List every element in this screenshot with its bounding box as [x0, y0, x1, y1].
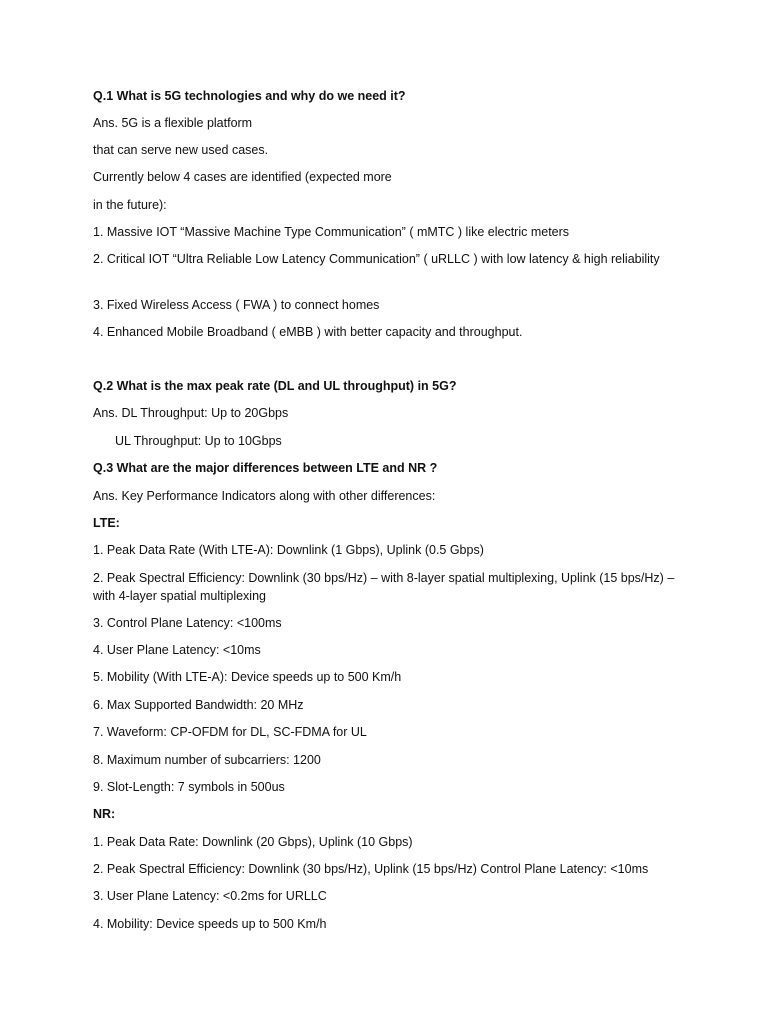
- q2-answer-dl: Ans. DL Throughput: Up to 20Gbps: [93, 406, 289, 420]
- nr-item-2: 2. Peak Spectral Efficiency: Downlink (30 bps/Hz), Uplink (15 bps/Hz) Control Plane Latency: <10ms: [93, 862, 649, 876]
- q1-list-item-4: 4. Enhanced Mobile Broadband ( eMBB ) with better capacity and throughput.: [93, 325, 523, 339]
- nr-item-4: 4. Mobility: Device speeds up to 500 Km/h: [93, 917, 327, 931]
- lte-item-1: 1. Peak Data Rate (With LTE-A): Downlink (1 Gbps), Uplink (0.5 Gbps): [93, 543, 484, 557]
- q2-question: Q.2 What is the max peak rate (DL and UL throughput) in 5G?: [93, 379, 457, 393]
- q3-answer: Ans. Key Performance Indicators along with other differences:: [93, 489, 436, 503]
- lte-item-9: 9. Slot-Length: 7 symbols in 500us: [93, 780, 285, 794]
- q1-answer-line-1: Ans. 5G is a flexible platform: [93, 116, 253, 130]
- q3-question: Q.3 What are the major differences between LTE and NR ?: [93, 461, 438, 475]
- lte-item-2: 2. Peak Spectral Efficiency: Downlink (30 bps/Hz) – with 8-layer spatial multiplexing, Uplink (15 bps/Hz) – with 4-layer spatial multiplexing: [93, 571, 675, 603]
- lte-item-6: 6. Max Supported Bandwidth: 20 MHz: [93, 698, 304, 712]
- lte-item-3: 3. Control Plane Latency: <100ms: [93, 616, 282, 630]
- lte-item-7: 7. Waveform: CP-OFDM for DL, SC-FDMA for UL: [93, 725, 367, 739]
- q1-list-item-3: 3. Fixed Wireless Access ( FWA ) to connect homes: [93, 298, 380, 312]
- nr-item-3: 3. User Plane Latency: <0.2ms for URLLC: [93, 889, 327, 903]
- q2-answer-ul: UL Throughput: Up to 10Gbps: [115, 434, 282, 448]
- nr-heading: NR:: [93, 807, 116, 821]
- lte-heading: LTE:: [93, 516, 120, 530]
- q1-list-item-2: 2. Critical IOT “Ultra Reliable Low Latency Communication” ( uRLLC ) with low latency & high reliability: [93, 252, 660, 266]
- q1-question: Q.1 What is 5G technologies and why do we need it?: [93, 89, 406, 103]
- nr-item-1: 1. Peak Data Rate: Downlink (20 Gbps), Uplink (10 Gbps): [93, 835, 413, 849]
- q1-answer-line-2: that can serve new used cases.: [93, 143, 269, 157]
- q1-answer-line-4: in the future):: [93, 198, 167, 212]
- q1-list-item-1: 1. Massive IOT “Massive Machine Type Communication” ( mMTC ) like electric meters: [93, 225, 570, 239]
- lte-item-8: 8. Maximum number of subcarriers: 1200: [93, 753, 321, 767]
- lte-item-5: 5. Mobility (With LTE-A): Device speeds up to 500 Km/h: [93, 670, 402, 684]
- lte-item-4: 4. User Plane Latency: <10ms: [93, 643, 261, 657]
- q1-answer-line-3: Currently below 4 cases are identified (expected more: [93, 170, 392, 184]
